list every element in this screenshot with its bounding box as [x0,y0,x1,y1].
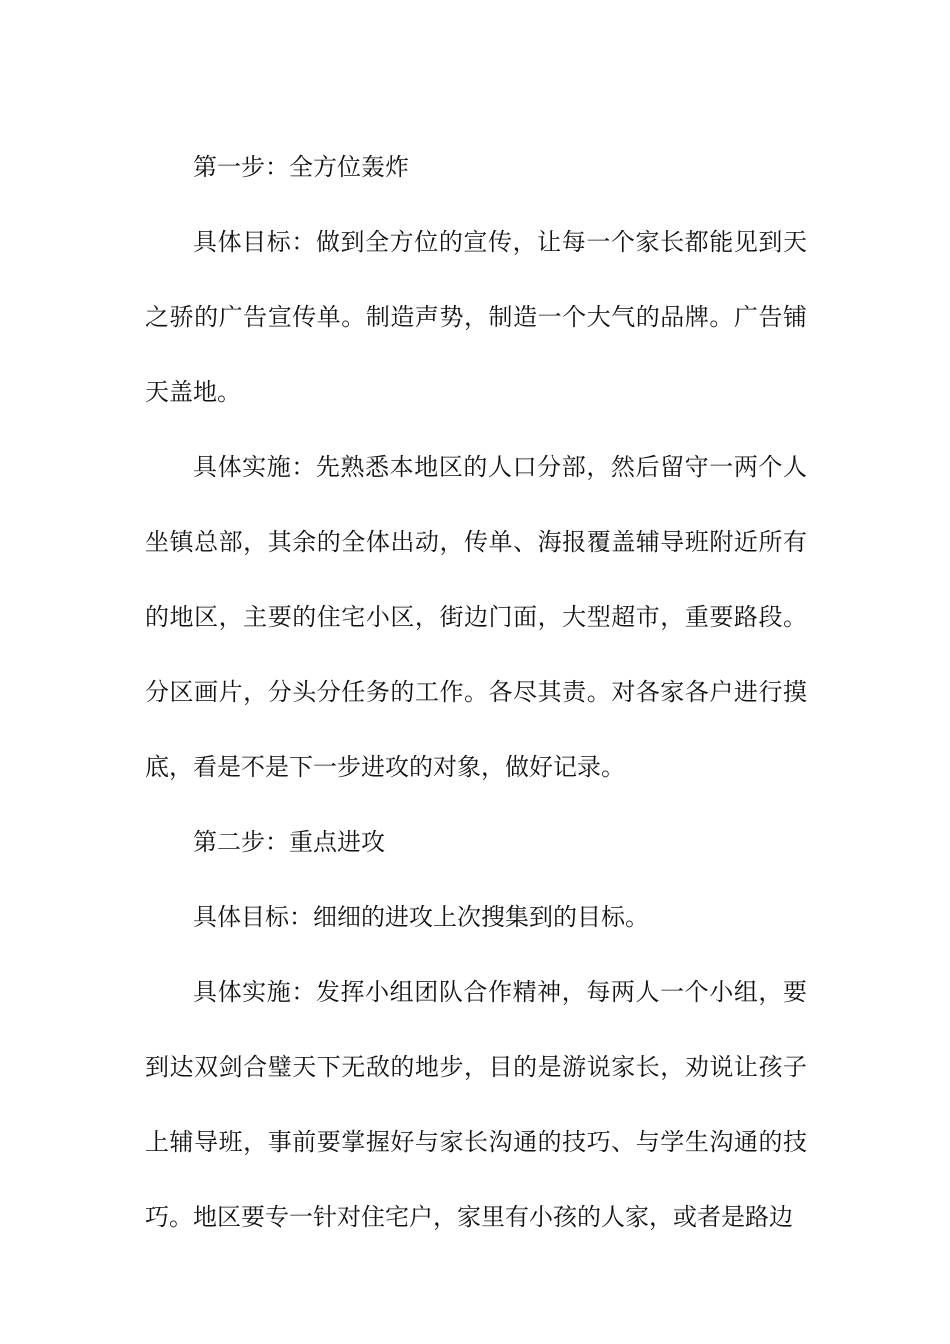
heading-step-one: 第一步：全方位轰炸 [193,153,409,181]
paragraph-step-one-goal: 具体目标：做到全方位的宣传，让每一个家长都能见到天之骄的广告宣传单。制造声势，制造一个大气的品牌。广告铺天盖地。 [145,228,807,406]
paragraph-step-two-goal: 具体目标：细细的进攻上次搜集到的目标。 [193,903,649,931]
heading-step-two: 第二步：重点进攻 [193,828,385,856]
document-body [145,130,807,1255]
paragraph-step-one-implementation: 具体实施：先熟悉本地区的人口分部，然后留守一两个人坐镇总部，其余的全体出动，传单、海报覆盖辅导班附近所有的地区，主要的住宅小区，街边门面，大型超市，重要路段。分区画片，分头分任务的工作。各尽其责。对各家各户进行摸底，看是不是下一步进攻的对象，做好记录。 [145,453,807,781]
paragraph-step-two-implementation: 具体实施：发挥小组团队合作精神，每两人一个小组，要到达双剑合璧天下无敌的地步，目的是游说家长，劝说让孩子上辅导班，事前要掌握好与家长沟通的技巧、与学生沟通的技巧。地区要专一针对住宅户，家里有小孩的人家，或者是路边 [145,978,807,1231]
